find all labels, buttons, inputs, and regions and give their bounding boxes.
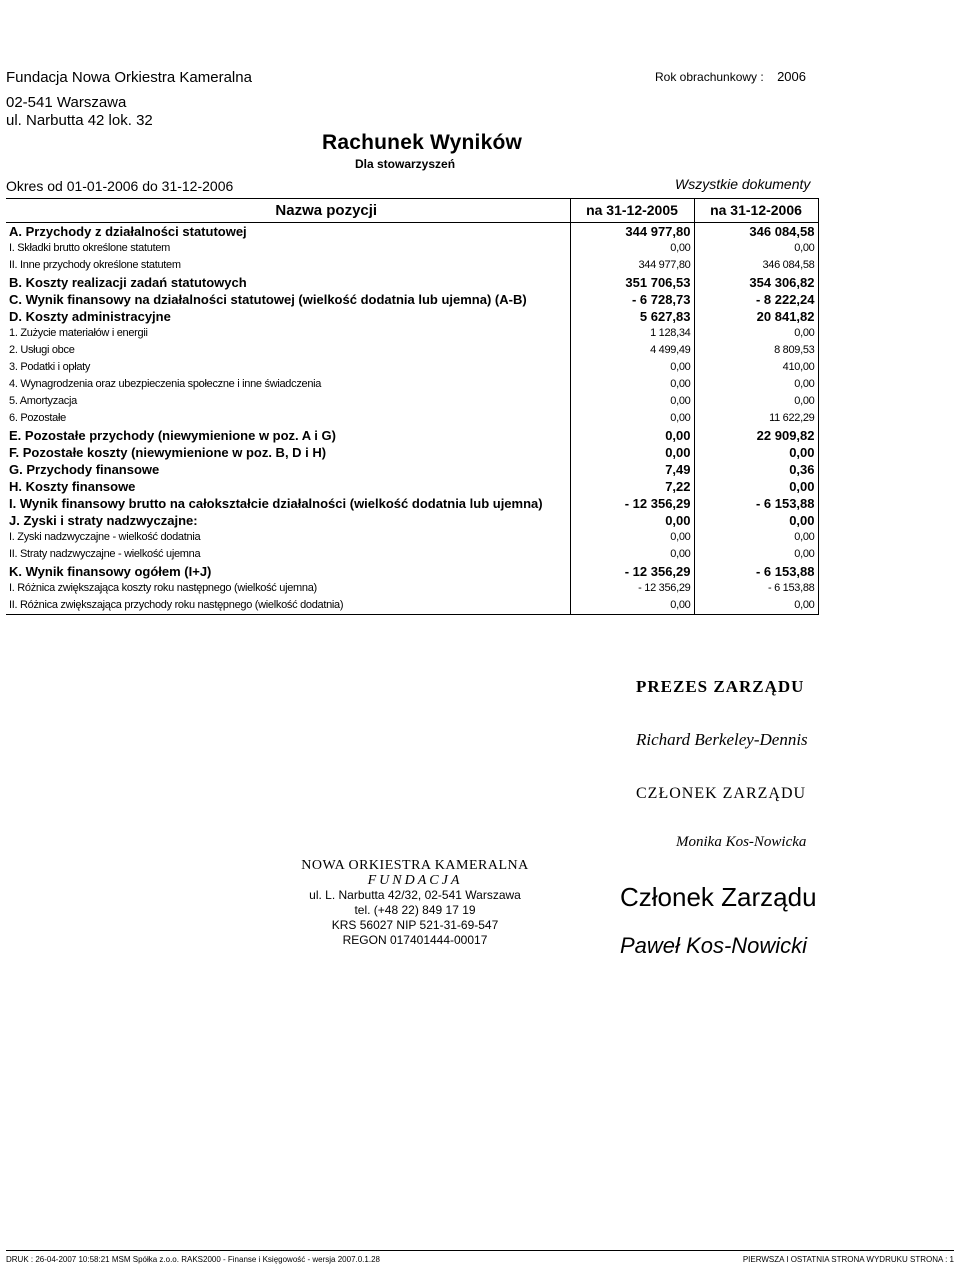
row-label: 5. Amortyzacja [9,395,77,407]
table-row [6,359,818,376]
column-header-name: Nazwa pozycji [6,199,570,223]
table-row [6,546,818,563]
org-name: Fundacja Nowa Orkiestra Kameralna [6,69,252,86]
row-value-2006: 22 909,82 [694,427,818,444]
row-value-2005: - 6 728,73 [570,291,694,308]
row-value-2006: 0,00 [694,444,818,461]
table-row [6,342,818,359]
row-value-2006: - 6 153,88 [694,580,818,597]
table-row [6,461,818,478]
table-row [6,376,818,393]
row-value-2006: 0,00 [694,529,818,546]
row-value-2006: 354 306,82 [694,274,818,291]
table-row [6,325,818,342]
row-label: I. Składki brutto określone statutem [9,242,171,254]
row-value-2005: 351 706,53 [570,274,694,291]
row-value-2005: 0,00 [570,512,694,529]
row-label: 6. Pozostałe [9,412,66,424]
row-label: II. Straty nadzwyczajne - wielkość ujemna [9,548,201,560]
table-row [6,444,818,461]
org-street: ul. Narbutta 42 lok. 32 [6,112,153,129]
table-row [6,257,818,274]
row-value-2005: 0,00 [570,444,694,461]
row-value-2005: - 12 356,29 [570,563,694,580]
stamp-line: FUNDACJA [367,873,463,888]
row-label: D. Koszty administracyjne [9,309,171,324]
row-value-2006: 346 084,58 [694,257,818,274]
row-label: E. Pozostałe przychody (niewymienione w poz. A i G) [9,428,336,443]
row-value-2005: 0,00 [570,597,694,615]
row-value-2006: 410,00 [694,359,818,376]
row-value-2005: 0,00 [570,376,694,393]
row-value-2006: 0,00 [694,478,818,495]
row-value-2006: 0,36 [694,461,818,478]
table-row [6,478,818,495]
row-label: I. Wynik finansowy brutto na całokształcie działalności (wielkość dodatnia lub ujemna) [9,496,543,511]
table-row [6,393,818,410]
fiscal-year [655,69,806,84]
print-footer [6,1250,954,1264]
row-label: I. Różnica zwiększająca koszty roku następnego (wielkość ujemna) [9,582,317,594]
row-label: K. Wynik finansowy ogółem (I+J) [9,564,212,579]
table-row [6,580,818,597]
stamp-line: KRS 56027 NIP 521-31-69-547 [331,918,499,932]
row-label: H. Koszty finansowe [9,479,136,494]
report-title: Rachunek Wyników [322,131,523,154]
row-label: I. Zyski nadzwyczajne - wielkość dodatnia [9,531,201,543]
footer-page-info: PIERWSZA I OSTATNIA STRONA WYDRUKU STRONA : 1 [742,1255,954,1264]
stamp-line: NOWA ORKIESTRA KAMERALNA [301,858,529,873]
table-row [6,308,818,325]
document-scope: Wszystkie dokumenty [675,176,811,192]
row-value-2006: 11 622,29 [694,410,818,427]
table-row [6,495,818,512]
row-value-2006: - 6 153,88 [694,563,818,580]
row-label: 2. Usługi obce [9,344,75,356]
row-value-2006: 0,00 [694,325,818,342]
fiscal-year-label: Rok obrachunkowy : [655,70,764,84]
row-label: F. Pozostałe koszty (niewymienione w poz. B, D i H) [9,445,327,460]
row-label: A. Przychody z działalności statutowej [9,224,247,239]
row-value-2005: 0,00 [570,240,694,257]
row-value-2005: 0,00 [570,393,694,410]
row-label: J. Zyski i straty nadzwyczajne: [9,513,198,528]
row-value-2005: 7,49 [570,461,694,478]
table-row [6,291,818,308]
organization-stamp [290,858,540,948]
row-label: B. Koszty realizacji zadań statutowych [9,275,247,290]
report-subtitle: Dla stowarzyszeń [355,157,456,171]
table-row [6,410,818,427]
signature-2-name: Monika Kos-Nowicka [676,834,807,850]
row-value-2005: - 12 356,29 [570,580,694,597]
stamp-line: REGON 017401444-00017 [342,933,488,947]
column-header-2006: na 31-12-2006 [694,199,818,223]
row-label: 3. Podatki i opłaty [9,361,91,373]
report-period: Okres od 01-01-2006 do 31-12-2006 [6,178,234,194]
row-value-2006: 0,00 [694,512,818,529]
row-value-2006: 0,00 [694,393,818,410]
row-value-2006: - 8 222,24 [694,291,818,308]
row-value-2005: 0,00 [570,529,694,546]
row-label: II. Inne przychody określone statutem [9,259,181,271]
row-value-2006: 0,00 [694,376,818,393]
row-value-2005: 4 499,49 [570,342,694,359]
signature-1-name: Richard Berkeley-Dennis [636,730,808,749]
row-value-2006: 346 084,58 [694,223,818,241]
row-value-2005: 344 977,80 [570,257,694,274]
row-value-2005: 1 128,34 [570,325,694,342]
table-header-row [6,199,818,223]
footer-print-info: DRUK : 26-04-2007 10:58:21 MSM Spółka z.o.o. RAKS2000 - Finanse i Księgowość - wersja 2007.0.1.28 [6,1255,380,1264]
table-row [6,274,818,291]
fiscal-year-value: 2006 [777,69,806,84]
row-value-2006: 0,00 [694,597,818,615]
row-value-2005: 0,00 [570,410,694,427]
signature-3-title: Członek Zarządu [620,882,817,912]
income-statement-table [6,198,819,615]
row-value-2006: 20 841,82 [694,308,818,325]
row-label: C. Wynik finansowy na działalności statutowej (wielkość dodatnia lub ujemna) (A-B) [9,292,527,307]
row-value-2005: 5 627,83 [570,308,694,325]
table-row [6,240,818,257]
row-value-2005: 0,00 [570,546,694,563]
row-value-2005: - 12 356,29 [570,495,694,512]
row-label: II. Różnica zwiększająca przychody roku następnego (wielkość dodatnia) [6,597,570,615]
row-value-2005: 7,22 [570,478,694,495]
row-label: 4. Wynagrodzenia oraz ubezpieczenia społeczne i inne świadczenia [9,378,322,390]
row-value-2005: 0,00 [570,359,694,376]
signature-1-title: PREZES ZARZĄDU [636,677,805,696]
column-header-2005: na 31-12-2005 [570,199,694,223]
row-value-2006: 8 809,53 [694,342,818,359]
table-row [6,427,818,444]
table-row [6,563,818,580]
signature-3-name: Paweł Kos-Nowicki [620,933,808,958]
stamp-line: tel. (+48 22) 849 17 19 [354,903,476,917]
table-row [6,512,818,529]
signature-2-title: CZŁONEK ZARZĄDU [636,785,807,802]
stamp-line: ul. L. Narbutta 42/32, 02-541 Warszawa [309,888,521,902]
row-value-2006: 0,00 [694,240,818,257]
row-value-2006: - 6 153,88 [694,495,818,512]
table-row [6,597,818,615]
table-row [6,529,818,546]
row-value-2005: 344 977,80 [570,223,694,241]
org-postal-city: 02-541 Warszawa [6,94,127,111]
table-row [6,223,818,241]
row-label: 1. Zużycie materiałów i energii [9,327,148,339]
row-label: G. Przychody finansowe [9,462,160,477]
row-value-2005: 0,00 [570,427,694,444]
row-value-2006: 0,00 [694,546,818,563]
